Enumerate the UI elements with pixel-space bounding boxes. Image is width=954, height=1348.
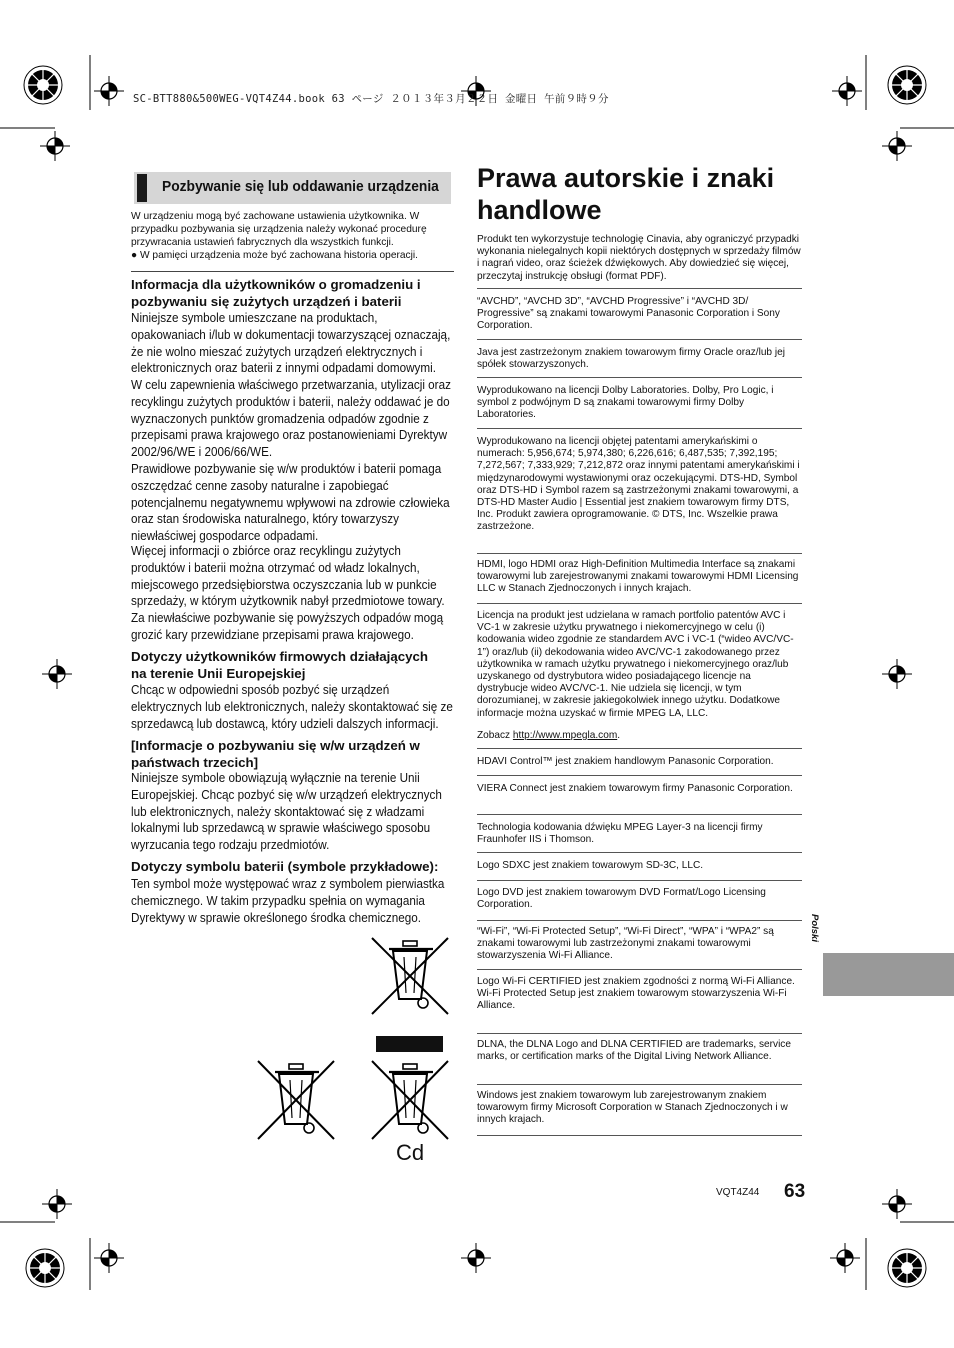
language-tab-label: Polski [809, 914, 820, 942]
divider [477, 1033, 802, 1034]
black-bar-icon [376, 1036, 443, 1052]
divider [477, 969, 802, 970]
divider [477, 880, 802, 881]
document-code: VQT4Z44 [716, 1187, 760, 1198]
divider [477, 775, 802, 776]
heading-third-countries: [Informacje o pozbywaniu się w/w urządzeń w państwach trzecich] [131, 738, 420, 770]
trademark-item: Java jest zastrzeżonym znakiem towarowym firmy Oracle oraz/lub jej spółek stowarzyszonych. [477, 347, 785, 371]
intro-text: W urządzeniu mogą być zachowane ustawienia użytkownika. W przypadku pozbywania się urządzenia należy wykonać procedurę przywracania ustawień fabrycznych dla wszystkich funkcji. [131, 211, 427, 248]
trademark-item: HDAVI Control™ jest znakiem handlowym Panasonic Corporation. [477, 756, 774, 767]
divider [477, 288, 802, 289]
divider [477, 553, 802, 554]
paragraph-business-users: Chcąc w odpowiedni sposób pozbyć się urządzeń elektrycznych lub elektronicznych, należy skontaktować się ze sprzedawcą lub dostawcą, który udzieli dalszych informacji. [131, 682, 453, 731]
paragraph-collection-5: Za niewłaściwe pozbywanie się powyższych odpadów mogą grozić kary przewidziane przepisami prawa krajowego. [131, 610, 444, 642]
trademark-item: Logo SDXC jest znakiem towarowym SD-3C, LLC. [477, 860, 704, 871]
divider [477, 339, 802, 340]
paragraph-collection-2: W celu zapewnienia właściwego przetwarzania, utylizacji oraz recyklingu zużytych produktów i baterii, należy oddawać je do wyznaczonych punktów gromadzenia odpadów zgodnie z przepisami prawa krajowego oraz postanowieniami Dyrektyw 2002/96/WE i 2006/66/WE. [131, 377, 451, 460]
cadmium-label: Cd [396, 1140, 425, 1165]
trademark-item: Licencja na produkt jest udzielana w ramach portfolio patentów AVC i VC-1 w zakresie użytku prywatnego i niekomercyjnego w celu (i) kodowania wideo zgodnie ze standardem AVC i VC-1 (“wideo AVC/VC-1”) oraz/lub (ii) dekodowania wideo AVC/VC-1 zakodowanego przez użytkownika w ramach użytku prywatnego i niekomercyjnego oraz/lub uzyskanego od dystrybutora wideo posiadającego licencje na dystrybucje wideo AVC/VC-1. Nie udziela się licencji, w tym dorozumianej, w zakresie jakiegokolwiek innego użytku. Dodatkowe informacje można uzyskać w firmie MPEG LA, LLC. [477, 610, 794, 719]
intro-bullet [131, 249, 453, 262]
language-tab [823, 953, 954, 996]
divider [477, 852, 802, 853]
heading-collection: Informacja dla użytkowników o gromadzeniu i pozbywaniu się zużytych urządzeń i baterii [131, 277, 421, 309]
corner-star-tr [888, 66, 926, 104]
section-title-bar [137, 174, 147, 202]
crossed-bin-icon [369, 935, 451, 1017]
page-title: Prawa autorskie i znaki handlowe [477, 163, 775, 225]
trademark-item: VIERA Connect jest znakiem towarowym firmy Panasonic Corporation. [477, 783, 793, 794]
trademark-item: HDMI, logo HDMI oraz High-Definition Multimedia Interface są znakami towarowymi lub zarejestrowanymi znakami towarowymi HDMI Licensing LLC w Stanach Zjednoczonych i innych krajach. [477, 559, 799, 595]
divider [477, 920, 802, 921]
trademark-item: Logo DVD jest znakiem towarowym DVD Format/Logo Licensing Corporation. [477, 887, 766, 911]
divider [477, 377, 802, 378]
trademark-item: Produkt ten wykorzystuje technologię Cinavia, aby ograniczyć przypadki wykonania nielegalnych kopii niektórych dostępnych w sprzedaży filmów i nagrań video, oraz ścieżek dźwiękowych. Aby dowiedzieć się więcej, przeczytaj instrukcję obsługi (format PDF). [477, 234, 801, 282]
paragraph-collection-3: Prawidłowe pozbywanie się w/w produktów i baterii pomaga oszczędzać cenne zasoby naturalne i zapobiegać potencjalnemu negatywnemu wpływowi na zdrowie człowieka oraz stan środowiska naturalnego, który towarzyszy niewłaściwej gospodarce odpadami. [131, 461, 450, 544]
intro-bullet-text: W pamięci urządzenia może być zachowana historia operacji. [139, 250, 419, 261]
trademark-item: Wyprodukowano na licencji objętej patentami amerykańskimi o numerach: 5,956,674; 5,974,380; 6,226,616; 6,487,535; 7,392,195; 7,272,567; 7,333,929; 7,212,872 oraz innymi patentami amerykańskimi i międzynarodowymi wystawionymi oraz oczekującymi. DTS-HD, Symbol oraz DTS-HD i Symbol razem są zastrzeżonymi znakami towarowymi, a DTS-HD Master Audio | Essential jest znakiem towarowym firmy DTS, Inc. Produkt zawiera oprogramowanie. © DTS, Inc. Wszelkie prawa zastrzeżone. [477, 436, 800, 533]
trademark-item: “Wi-Fi”, “Wi-Fi Protected Setup”, “Wi-Fi Direct”, “WPA” i “WPA2” są znakami towarowymi lub zastrzeżonymi znakami towarowymi stowarzyszenia Wi-Fi Alliance. [477, 926, 774, 962]
divider [131, 271, 454, 272]
trademark-item: DLNA, the DLNA Logo and DLNA CERTIFIED are trademarks, service marks, or certification marks of the Digital Living Network Alliance. [477, 1039, 791, 1063]
crossed-bin-icon [369, 1058, 451, 1142]
trademark-item: Technologia kodowania dźwięku MPEG Layer-3 na licencji firmy Fraunhofer IIS i Thomson. [477, 822, 763, 846]
divider [477, 1135, 802, 1136]
heading-battery-symbol: Dotyczy symbolu baterii (symbole przykładowe): [131, 859, 439, 874]
trademark-item: Wyprodukowano na licencji Dolby Laboratories. Dolby, Pro Logic, i symbol z podwójnym D są znakami towarowymi firmy Dolby Laboratories. [477, 385, 774, 421]
paragraph-third-countries: Niniejsze symbole obowiązują wyłącznie na terenie Unii Europejskiej. Chcąc pozbyć się w/w urządzeń elektrycznych lub elektronicznych, należy skontaktować się z władzami lokalnymi lub sprzedawcą w sprawie właściwego sposobu wyrzucania tego rodzaju przedmiotów. [131, 770, 442, 853]
mpegla-prefix: Zobacz [477, 730, 513, 741]
bullet-icon: ● [131, 250, 140, 261]
section-title-box [134, 172, 451, 204]
mpegla-link[interactable]: http://www.mpegla.com [512, 730, 618, 741]
corner-star-bl [26, 1249, 64, 1287]
divider [477, 603, 802, 604]
paragraph-collection-1: Niniejsze symbole umieszczane na produktach, opakowaniach i/lub w dokumentacji towarzyszącej oznaczają, że nie wolno mieszać zużytych urządzeń elektrycznych i elektronicznych oraz baterii z innymi odpadami domowymi. [131, 310, 451, 376]
section-title: Pozbywanie się lub oddawanie urządzenia [162, 178, 439, 195]
divider [477, 814, 802, 815]
crossed-bin-icon [255, 1058, 337, 1142]
mpegla-suffix: . [617, 730, 621, 741]
trademark-item: Windows jest znakiem towarowym lub zarejestrowanym znakiem towarowym firmy Microsoft Corporation w Stanach Zjednoczonych i w innych krajach. [477, 1090, 788, 1126]
paragraph-collection-4: Więcej informacji o zbiórce oraz recyklingu zużytych produktów i baterii można otrzymać od władz lokalnych, miejscowego przedsiębiorstwa oczyszczania lub w punkcie sprzedaży, w którym użytkownik nabył przedmiotowe towary. [131, 543, 445, 609]
page-number: 63 [784, 1181, 806, 1202]
print-header: SC-BTT880&500WEG-VQT4Z44.book 63 ページ ２０１３年３月２２日 金曜日 午前９時９分 [133, 93, 609, 105]
divider [477, 428, 802, 429]
divider [477, 1084, 802, 1085]
divider [477, 748, 802, 749]
heading-business-users: Dotyczy użytkowników firmowych działających na terenie Unii Europejskiej [131, 649, 429, 681]
corner-star-br [888, 1249, 926, 1287]
trademark-item: “AVCHD”, “AVCHD 3D”, “AVCHD Progressive” i “AVCHD 3D/ Progressive” są znakami towarowymi Panasonic Corporation i Sony Corporation. [477, 296, 780, 332]
mpegla-line [477, 730, 802, 742]
paragraph-battery-symbol: Ten symbol może występować wraz z symbolem pierwiastka chemicznego. W takim przypadku spełnia on wymagania Dyrektywy w sprawie określonego środka chemicznego. [131, 876, 445, 925]
trademark-item: Logo Wi-Fi CERTIFIED jest znakiem zgodności z normą Wi-Fi Alliance. Wi-Fi Protected Setup jest znakiem towarowym stowarzyszenia Wi-Fi Alliance. [477, 976, 795, 1012]
corner-star-tl [24, 66, 62, 104]
